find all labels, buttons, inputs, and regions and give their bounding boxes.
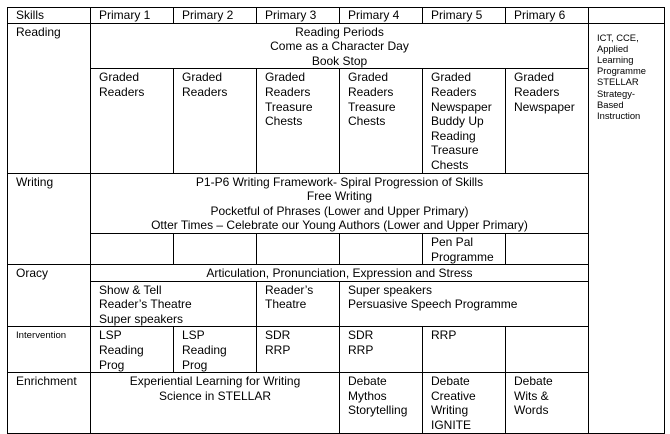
writing-label: Writing [8, 173, 91, 265]
intervention-row [8, 327, 665, 373]
cell-line: Programme [431, 249, 494, 264]
enrichment-p1-p3 [91, 373, 340, 433]
writing-common-line: Pocketful of Phrases (Lower and Upper Primary) [210, 203, 469, 218]
cell-line: Reader’s Theatre [99, 297, 192, 312]
cell-line: Readers [348, 84, 394, 99]
cell-line: RRP [431, 328, 457, 343]
reading-common-line: Come as a Character Day [270, 39, 409, 54]
reading-row-common [8, 23, 665, 69]
oracy-row-common [8, 265, 665, 282]
curriculum-table [7, 7, 665, 434]
cell-line: Writing [431, 403, 469, 418]
cell-line: Readers [514, 84, 560, 99]
cell-line: Reading [182, 343, 227, 358]
enrichment-row [8, 373, 665, 433]
reading-p1 [91, 69, 174, 173]
cell-line: Experiential Learning for Writing [129, 374, 301, 389]
cell-line: RRP [265, 343, 291, 358]
side-line: Programme [597, 65, 646, 77]
enrichment-label: Enrichment [8, 373, 91, 433]
reading-common-activities [91, 23, 589, 69]
cell-line: Graded [182, 70, 223, 85]
writing-common-line: Free Writing [306, 189, 373, 204]
writing-p2 [174, 233, 257, 264]
header-blank [589, 8, 665, 24]
cell-line: Debate [348, 374, 387, 389]
side-line: Based [597, 98, 624, 110]
cell-line: Chests [431, 157, 469, 172]
side-line: Instruction [597, 110, 641, 122]
writing-row-common [8, 173, 665, 233]
oracy-p4-p6 [340, 281, 589, 327]
cell-line: Readers [182, 84, 228, 99]
cell-line: Reading [431, 128, 476, 143]
cell-line: Graded [348, 70, 389, 85]
header-primary-4: Primary 4 [340, 8, 423, 24]
header-primary-5: Primary 5 [423, 8, 506, 24]
cell-line: Debate [514, 374, 553, 389]
cell-line: Chests [348, 114, 386, 129]
header-primary-1: Primary 1 [91, 8, 174, 24]
enrichment-p4 [340, 373, 423, 433]
header-primary-2: Primary 2 [174, 8, 257, 24]
writing-p1 [91, 233, 174, 264]
cell-line: Mythos [348, 388, 387, 403]
cross-cutting-programmes [589, 23, 665, 433]
cell-line: Readers [265, 84, 311, 99]
writing-common-line: Otter Times – Celebrate our Young Authors (Lower and Upper Primary) [151, 218, 528, 233]
cell-line: Graded [431, 70, 472, 85]
intervention-p1 [91, 327, 174, 373]
cell-line: LSP [182, 328, 205, 343]
cell-line: Treasure [431, 143, 479, 158]
reading-p6 [506, 69, 589, 173]
cell-line: SDR [348, 328, 374, 343]
side-line: Applied [597, 42, 629, 54]
intervention-p5 [423, 327, 506, 373]
writing-p4 [340, 233, 423, 264]
reading-common-line: Book Stop [311, 53, 368, 68]
cell-line: Persuasive Speech Programme [348, 297, 518, 312]
cell-line: Treasure [348, 99, 396, 114]
intervention-p3 [257, 327, 340, 373]
cell-line: Reader’s [265, 282, 314, 297]
cell-line: RRP [348, 343, 374, 358]
cell-line: LSP [99, 328, 122, 343]
writing-p3 [257, 233, 340, 264]
intervention-p6 [506, 327, 589, 373]
cell-line: Reading [99, 343, 144, 358]
intervention-p2 [174, 327, 257, 373]
cell-line: Creative [431, 388, 476, 403]
oracy-p3 [257, 281, 340, 327]
writing-common-activities [91, 173, 589, 233]
cell-line: Theatre [265, 297, 307, 312]
oracy-common-activities: Articulation, Pronunciation, Expression and Stress [91, 265, 589, 282]
curriculum-table-wrapper [7, 7, 665, 434]
cell-line: Wits & [514, 388, 549, 403]
enrichment-p6 [506, 373, 589, 433]
cell-line: Graded [265, 70, 306, 85]
cell-line: Newspaper [514, 99, 575, 114]
cell-line: Debate [431, 374, 470, 389]
header-skills: Skills [8, 8, 91, 24]
intervention-p4 [340, 327, 423, 373]
reading-common-line: Reading Periods [295, 24, 384, 39]
cell-line: Show & Tell [99, 282, 162, 297]
cell-line: Storytelling [348, 403, 408, 418]
header-primary-3: Primary 3 [257, 8, 340, 24]
oracy-row-levels [8, 281, 665, 327]
cell-line: SDR [265, 328, 291, 343]
header-primary-6: Primary 6 [506, 8, 589, 24]
writing-p5 [423, 233, 506, 264]
cell-line: IGNITE [431, 418, 472, 433]
cell-line: Super speakers [99, 311, 184, 326]
cell-line: Pen Pal [431, 234, 474, 249]
oracy-label: Oracy [8, 265, 91, 327]
header-row [8, 8, 665, 24]
reading-row-levels [8, 69, 665, 173]
cell-line: Super speakers [348, 282, 433, 297]
side-line: ICT, CCE, [597, 31, 639, 43]
writing-row-levels [8, 233, 665, 264]
writing-common-line: P1-P6 Writing Framework- Spiral Progression of Skills [195, 174, 484, 189]
intervention-label: Intervention [8, 327, 91, 373]
cell-line: Words [514, 403, 549, 418]
writing-p6 [506, 233, 589, 264]
cell-line: Treasure [265, 99, 313, 114]
side-line: Learning [597, 54, 634, 65]
cell-line: Graded [99, 70, 140, 85]
oracy-p1-p2 [91, 281, 257, 327]
reading-p5 [423, 69, 506, 173]
cell-line: Newspaper [431, 99, 492, 114]
cell-line: Buddy Up [431, 114, 484, 129]
cell-line: Readers [431, 84, 477, 99]
reading-p2 [174, 69, 257, 173]
side-line: Strategy- [597, 87, 636, 99]
cell-line: Science in STELLAR [158, 388, 272, 403]
reading-label: Reading [8, 23, 91, 173]
side-line: STELLAR [597, 76, 639, 88]
reading-p4 [340, 69, 423, 173]
cell-line: Graded [514, 70, 555, 85]
enrichment-p5 [423, 373, 506, 433]
reading-p3 [257, 69, 340, 173]
cell-line: Chests [265, 114, 303, 129]
cell-line: Prog [182, 357, 208, 372]
cell-line: Prog [99, 357, 125, 372]
cell-line: Readers [99, 84, 145, 99]
